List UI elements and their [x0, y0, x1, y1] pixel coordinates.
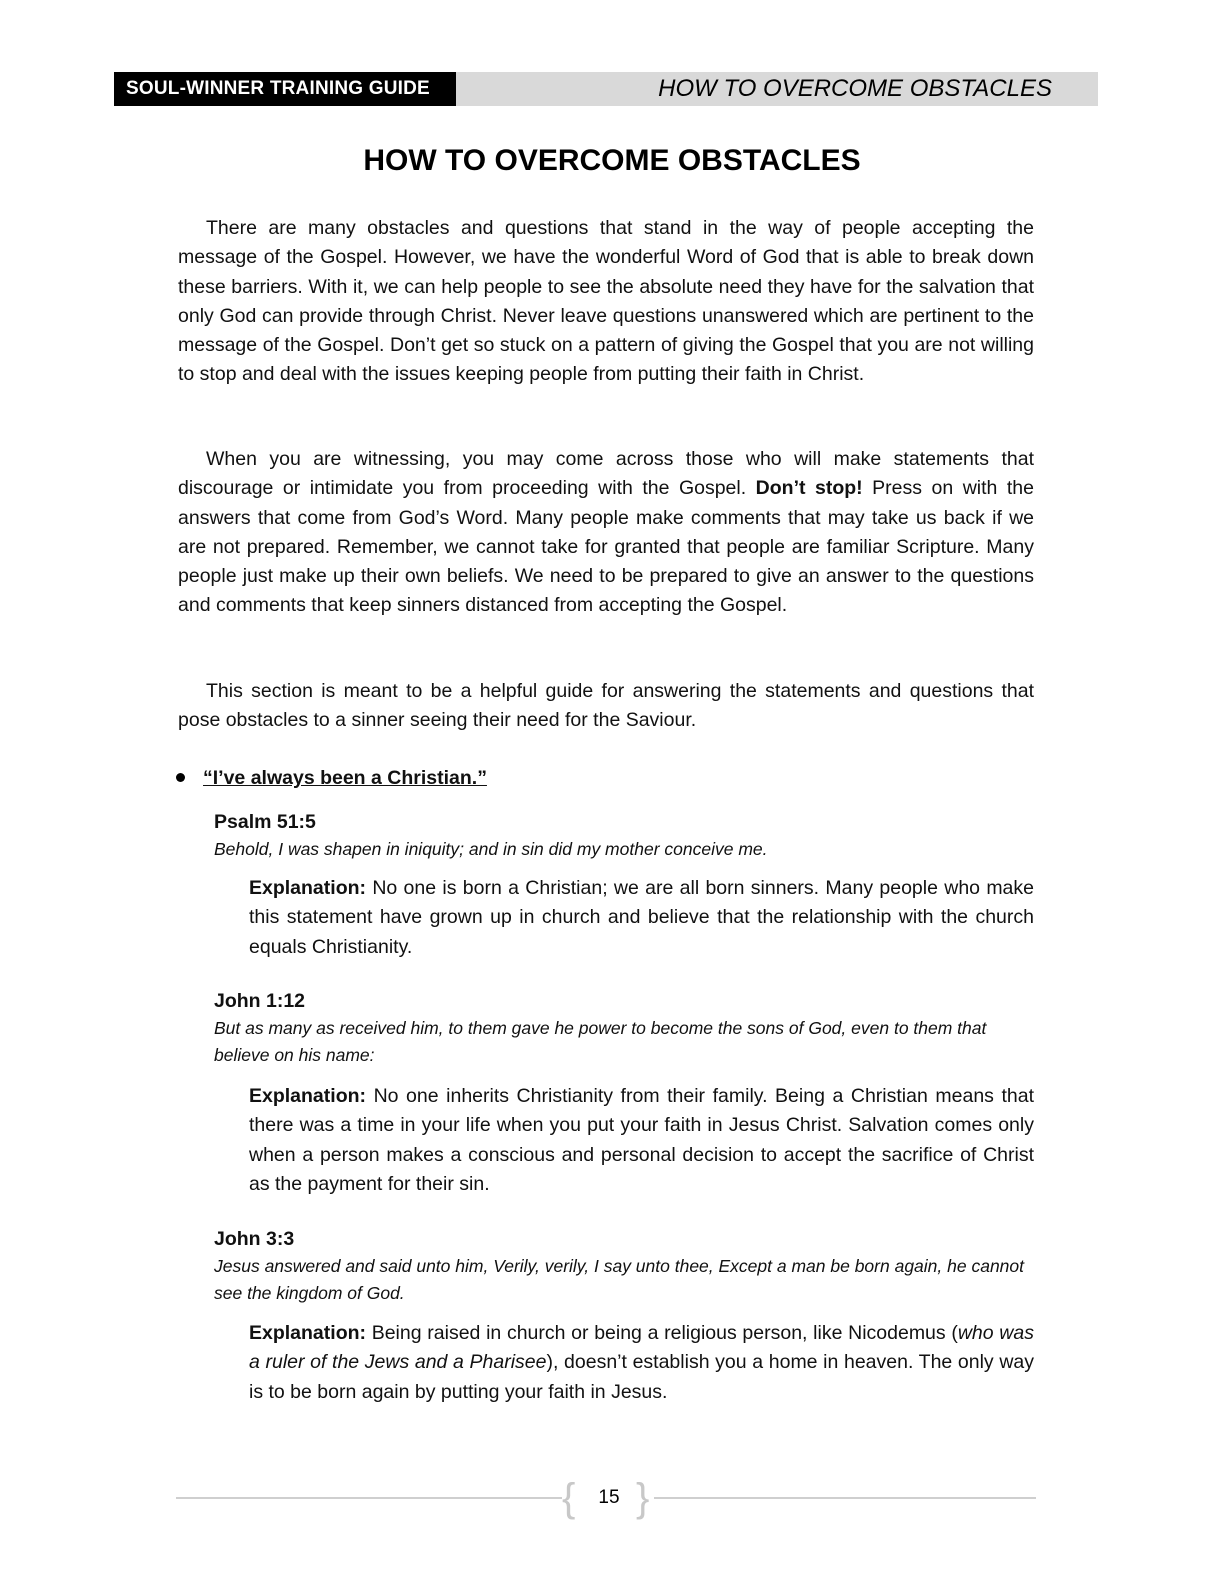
explanation-label: Explanation:	[249, 877, 367, 899]
right-brace-icon: }	[636, 1476, 650, 1520]
intro-paragraph-1	[178, 214, 1034, 390]
running-header	[114, 72, 1098, 106]
explanation-text: No one is born a Christian; we are all born sinners. Many people who make this statement have grown up in church and believe that the relationship with the church equals Christianity.	[249, 877, 1034, 958]
footer-rule-left	[176, 1497, 562, 1499]
intro-paragraph-2	[178, 445, 1034, 621]
intro-paragraph-2-text-b: Press on with the answers that come from God’s Word. Many people make comments that may take us back if we are not prepared. Remember, we cannot take for granted that people are familiar Scripture. Many people just make up their own beliefs. We need to be prepared to give an answer to the questions and comments that keep sinners distanced from accepting the Gospel.	[178, 477, 1034, 617]
page-title: HOW TO OVERCOME OBSTACLES	[363, 144, 861, 177]
page-number: 15	[598, 1487, 620, 1508]
footer-rule-right	[654, 1497, 1036, 1499]
explanation	[249, 1319, 1034, 1407]
explanation	[249, 1082, 1034, 1199]
obstacle-bullet	[176, 764, 487, 793]
explanation-text: No one inherits Christianity from their family. Being a Christian means that there was a time in your life when you put your faith in Jesus Christ. Salvation comes only when a person makes a conscious and personal decision to accept the sacrifice of Christ as the payment for their sin.	[249, 1085, 1034, 1195]
scripture-verse: Behold, I was shapen in iniquity; and in sin did my mother conceive me.	[214, 839, 768, 859]
left-brace-icon: {	[562, 1476, 576, 1520]
explanation	[249, 874, 1034, 962]
explanation-text-italic: who was a ruler of the Jews and a Pharisee	[249, 1322, 1034, 1374]
intro-paragraph-1-text: There are many obstacles and questions that stand in the way of people accepting the message of the Gospel. However, we have the wonderful Word of God that is able to break down these barriers. With it, we can help people to see the absolute need they have for the salvation that only God can provide through Christ. Never leave questions unanswered which are pertinent to the message of the Gospel. Don’t get so stuck on a pattern of giving the Gospel that you are not willing to stop and deal with the issues keeping people from putting their faith in Christ.	[178, 217, 1034, 386]
scripture-reference: John 3:3	[214, 1228, 295, 1250]
intro-paragraph-3-text: This section is meant to be a helpful guide for answering the statements and questions that pose obstacles to a sinner seeing their need for the Saviour.	[178, 680, 1034, 732]
scripture-verse: But as many as received him, to them gave he power to become the sons of God, even to them that believe on his name:	[214, 1018, 987, 1065]
scripture-reference: John 1:12	[214, 990, 306, 1012]
obstacle-statement: “I’ve always been a Christian.”	[203, 767, 487, 789]
intro-paragraph-3	[178, 677, 1034, 736]
dont-stop-emphasis: Don’t stop!	[755, 477, 863, 500]
header-section-title: HOW TO OVERCOME OBSTACLES	[658, 75, 1052, 102]
scripture-reference: Psalm 51:5	[214, 811, 316, 833]
explanation-text-b: ), doesn’t establish you a home in heaven. The only way is to be born again by putting your faith in Jesus.	[249, 1351, 1035, 1403]
intro-paragraph-2-text-a: When you are witnessing, you may come across those who will make statements that discourage or intimidate you from proceeding with the Gospel.	[178, 448, 1034, 500]
header-guide-title: SOUL-WINNER TRAINING GUIDE	[114, 72, 456, 106]
scripture-verse: Jesus answered and said unto him, Verily, verily, I say unto thee, Except a man be born again, he cannot see the kingdom of God.	[214, 1256, 1024, 1303]
explanation-label: Explanation:	[249, 1322, 367, 1344]
explanation-label: Explanation:	[249, 1085, 367, 1107]
bullet-dot-icon	[176, 773, 185, 782]
explanation-text-a: Being raised in church or being a religious person, like Nicodemus (	[366, 1322, 958, 1344]
